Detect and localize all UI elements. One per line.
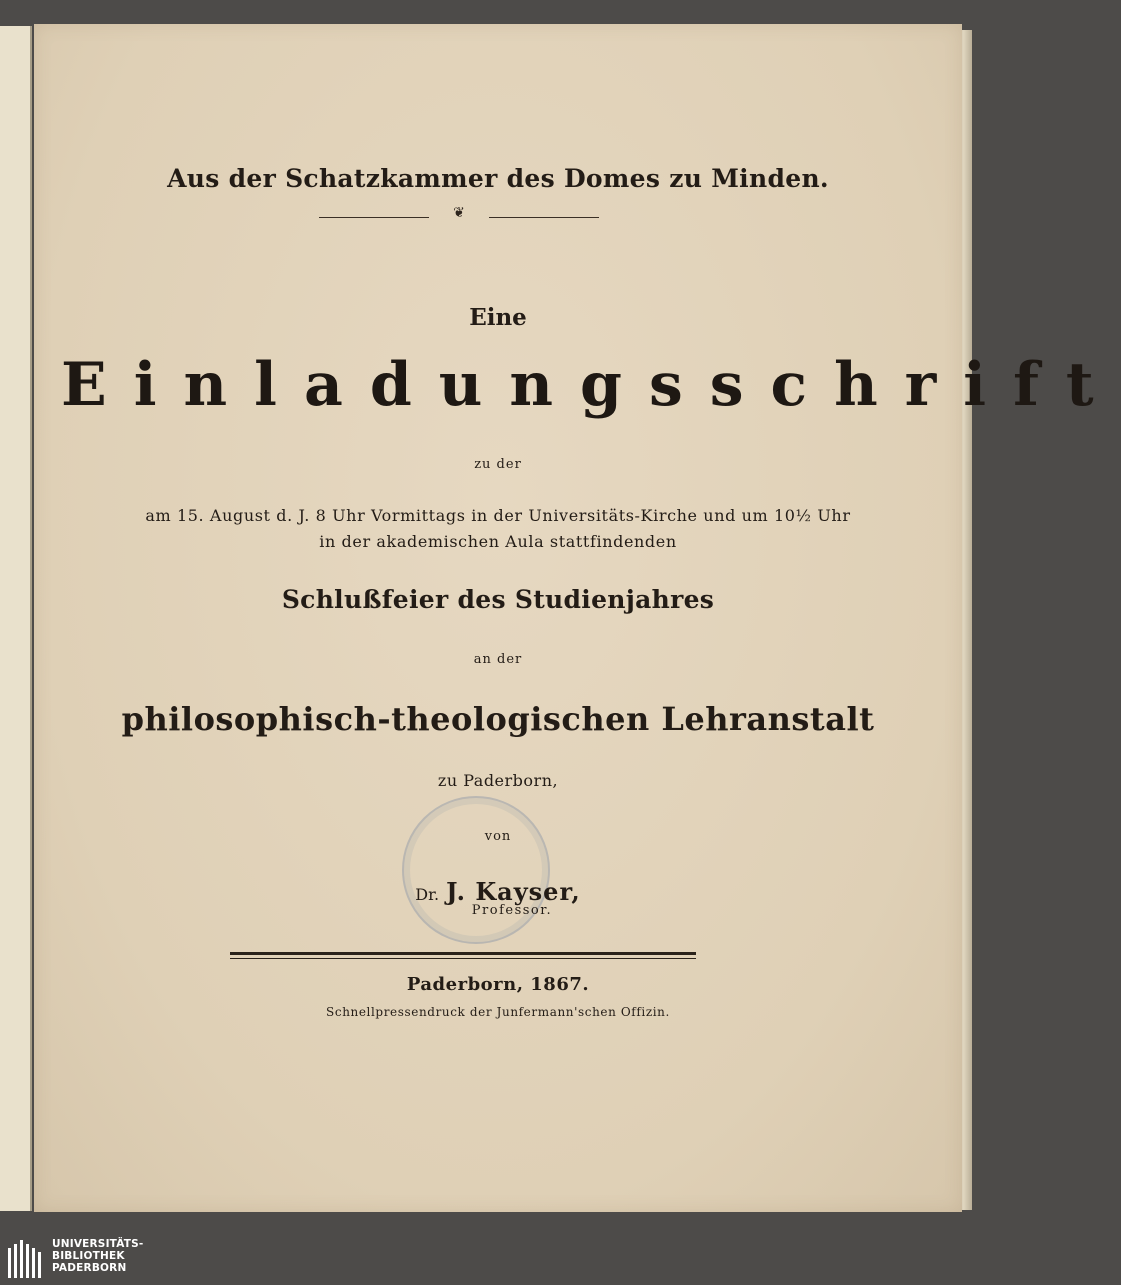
subtitle-eine: Eine <box>469 304 527 331</box>
connector-zu-der: zu der <box>474 457 522 472</box>
ornament-line-right <box>489 217 599 218</box>
connector-von: von <box>484 829 512 844</box>
event-name: Schlußfeier des Studienjahres <box>281 585 715 614</box>
author-name: J. Kayser, <box>446 877 581 906</box>
event-details-line-1: am 15. August d. J. 8 Uhr Vormittags in der Universitäts-Kirche und um 10½ Uhr <box>145 506 851 525</box>
heading: Aus der Schatzkammer des Domes zu Minden. <box>167 164 829 193</box>
connector-an-der: an der <box>473 652 523 667</box>
ornament-line-left <box>319 217 429 218</box>
library-logo-icon <box>8 1240 48 1278</box>
imprint-city-year: Paderborn, 1867. <box>406 974 590 995</box>
logo-line-3: PADERBORN <box>52 1262 127 1274</box>
library-stamp <box>402 796 550 944</box>
author-title: Professor. <box>471 903 553 918</box>
divider-thick <box>230 952 696 955</box>
main-title: Einladungsschrift <box>61 350 1121 420</box>
logo-line-1: UNIVERSITÄTS- <box>52 1238 144 1250</box>
library-footer <box>0 1232 1000 1285</box>
ornamental-rule <box>319 205 599 225</box>
ornament-icon: ❦ <box>453 205 465 221</box>
imprint-printer: Schnellpressendruck der Junfermann'schen Offizin. <box>326 1005 670 1019</box>
institution-name: philosophisch-theologischen Lehranstalt <box>121 700 875 738</box>
event-details-line-2: in der akademischen Aula stattfindenden <box>319 532 677 551</box>
author-prefix: Dr. <box>415 885 440 904</box>
logo-line-2: BIBLIOTHEK <box>52 1250 125 1262</box>
divider-thin <box>230 958 696 959</box>
location: zu Paderborn, <box>437 771 559 790</box>
title-page <box>34 24 1121 1212</box>
library-logo-text <box>52 1238 143 1274</box>
author <box>34 877 962 906</box>
facing-page-edge <box>0 26 32 1211</box>
